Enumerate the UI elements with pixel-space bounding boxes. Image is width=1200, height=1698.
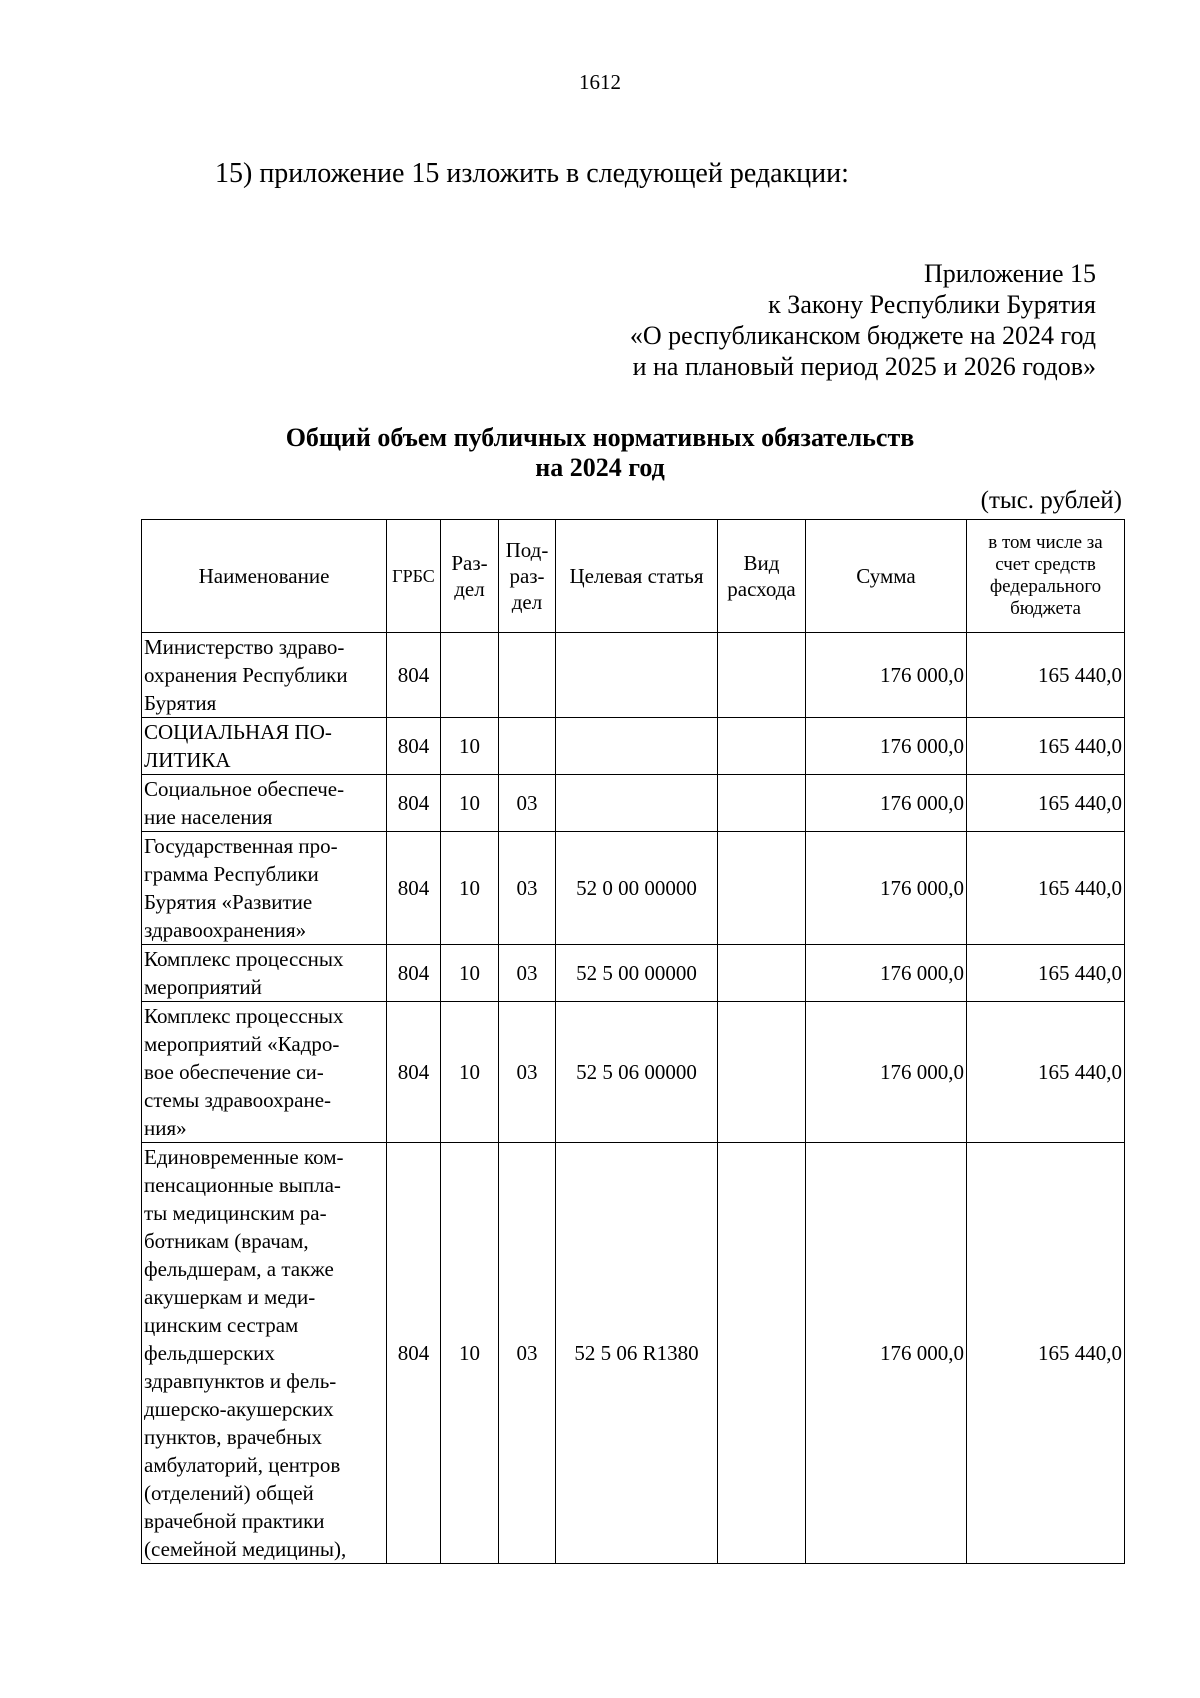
title-line-1: Общий объем публичных нормативных обязательств — [285, 423, 915, 452]
cell-federal-share: 165 440,0 — [967, 1143, 1125, 1564]
table-row — [142, 945, 1125, 1002]
cell-podrazdel: 03 — [499, 832, 556, 945]
cell-podrazdel — [499, 633, 556, 718]
appendix-line-1: Приложение 15 — [923, 259, 1096, 288]
cell-sum: 176 000,0 — [806, 718, 967, 775]
cell-razdel: 10 — [441, 1002, 499, 1143]
cell-target-article: 52 5 00 00000 — [556, 945, 718, 1002]
table-row — [142, 633, 1125, 718]
cell-expense-type — [718, 718, 806, 775]
cell-sum: 176 000,0 — [806, 945, 967, 1002]
cell-podrazdel: 03 — [499, 1143, 556, 1564]
cell-federal-share: 165 440,0 — [967, 832, 1125, 945]
cell-federal-share: 165 440,0 — [967, 1002, 1125, 1143]
cell-podrazdel: 03 — [499, 775, 556, 832]
cell-sum: 176 000,0 — [806, 1002, 967, 1143]
appendix-header — [630, 258, 1096, 382]
cell-expense-type — [718, 832, 806, 945]
table-row — [142, 775, 1125, 832]
title-line-2: на 2024 год — [535, 453, 665, 482]
cell-razdel: 10 — [441, 775, 499, 832]
header-razdel: Раз- дел — [441, 520, 499, 633]
table-row — [142, 718, 1125, 775]
obligations-table — [141, 519, 1125, 1564]
cell-podrazdel — [499, 718, 556, 775]
cell-name: Комплекс процессных мероприятий «Кадро- вое обеспечение си- стемы здравоохране- ния» — [142, 1002, 387, 1143]
cell-name: Единовременные ком- пенсационные выпла- ты медицинским ра- ботникам (врачам, фельдшерам, а также акушеркам и меди- цинским сестрам фельдшерских здравпунктов и фель- дшерско-акушерских пунктов, врачебных амбулаторий, центров (отделений) общей врачебной практики (семейной медицины), — [142, 1143, 387, 1564]
table-row — [142, 832, 1125, 945]
cell-sum: 176 000,0 — [806, 633, 967, 718]
units-label: (тыс. рублей) — [980, 487, 1122, 514]
cell-grbs: 804 — [387, 633, 441, 718]
cell-podrazdel: 03 — [499, 945, 556, 1002]
table-header-row — [142, 520, 1125, 633]
header-name: Наименование — [142, 520, 387, 633]
cell-name: Государственная про- грамма Республики Бурятия «Развитие здравоохранения» — [142, 832, 387, 945]
cell-target-article: 52 5 06 00000 — [556, 1002, 718, 1143]
cell-expense-type — [718, 945, 806, 1002]
appendix-line-3: «О республиканском бюджете на 2024 год — [629, 321, 1096, 350]
cell-razdel: 10 — [441, 1143, 499, 1564]
amendment-instruction: 15) приложение 15 изложить в следующей редакции: — [215, 158, 849, 189]
header-federal-share: в том числе за счет средств федерального бюджета — [967, 520, 1125, 633]
cell-razdel: 10 — [441, 945, 499, 1002]
cell-grbs: 804 — [387, 832, 441, 945]
cell-target-article — [556, 775, 718, 832]
document-title — [0, 423, 1200, 483]
header-podrazdel: Под- раз- дел — [499, 520, 556, 633]
cell-name: Социальное обеспече- ние населения — [142, 775, 387, 832]
table-body — [142, 633, 1125, 1564]
cell-grbs: 804 — [387, 718, 441, 775]
cell-target-article: 52 5 06 R1380 — [556, 1143, 718, 1564]
cell-sum: 176 000,0 — [806, 832, 967, 945]
cell-sum: 176 000,0 — [806, 1143, 967, 1564]
cell-grbs: 804 — [387, 945, 441, 1002]
appendix-line-2: к Закону Республики Бурятия — [768, 290, 1096, 319]
table-row — [142, 1143, 1125, 1564]
cell-federal-share: 165 440,0 — [967, 633, 1125, 718]
table-row — [142, 1002, 1125, 1143]
cell-federal-share: 165 440,0 — [967, 945, 1125, 1002]
cell-expense-type — [718, 1143, 806, 1564]
appendix-line-4: и на плановый период 2025 и 2026 годов» — [632, 352, 1096, 381]
cell-razdel: 10 — [441, 718, 499, 775]
cell-name: СОЦИАЛЬНАЯ ПО- ЛИТИКА — [142, 718, 387, 775]
cell-grbs: 804 — [387, 1002, 441, 1143]
cell-name: Комплекс процессных мероприятий — [142, 945, 387, 1002]
cell-federal-share: 165 440,0 — [967, 718, 1125, 775]
cell-target-article: 52 0 00 00000 — [556, 832, 718, 945]
cell-federal-share: 165 440,0 — [967, 775, 1125, 832]
cell-expense-type — [718, 775, 806, 832]
cell-target-article — [556, 633, 718, 718]
page-number: 1612 — [579, 70, 621, 94]
cell-expense-type — [718, 633, 806, 718]
cell-sum: 176 000,0 — [806, 775, 967, 832]
cell-podrazdel: 03 — [499, 1002, 556, 1143]
cell-name: Министерство здраво- охранения Республики Бурятия — [142, 633, 387, 718]
header-expense-type: Вид расхода — [718, 520, 806, 633]
cell-razdel: 10 — [441, 832, 499, 945]
header-target-article: Целевая статья — [556, 520, 718, 633]
cell-target-article — [556, 718, 718, 775]
header-grbs: ГРБС — [387, 520, 441, 633]
header-sum: Сумма — [806, 520, 967, 633]
cell-razdel — [441, 633, 499, 718]
cell-expense-type — [718, 1002, 806, 1143]
cell-grbs: 804 — [387, 775, 441, 832]
cell-grbs: 804 — [387, 1143, 441, 1564]
